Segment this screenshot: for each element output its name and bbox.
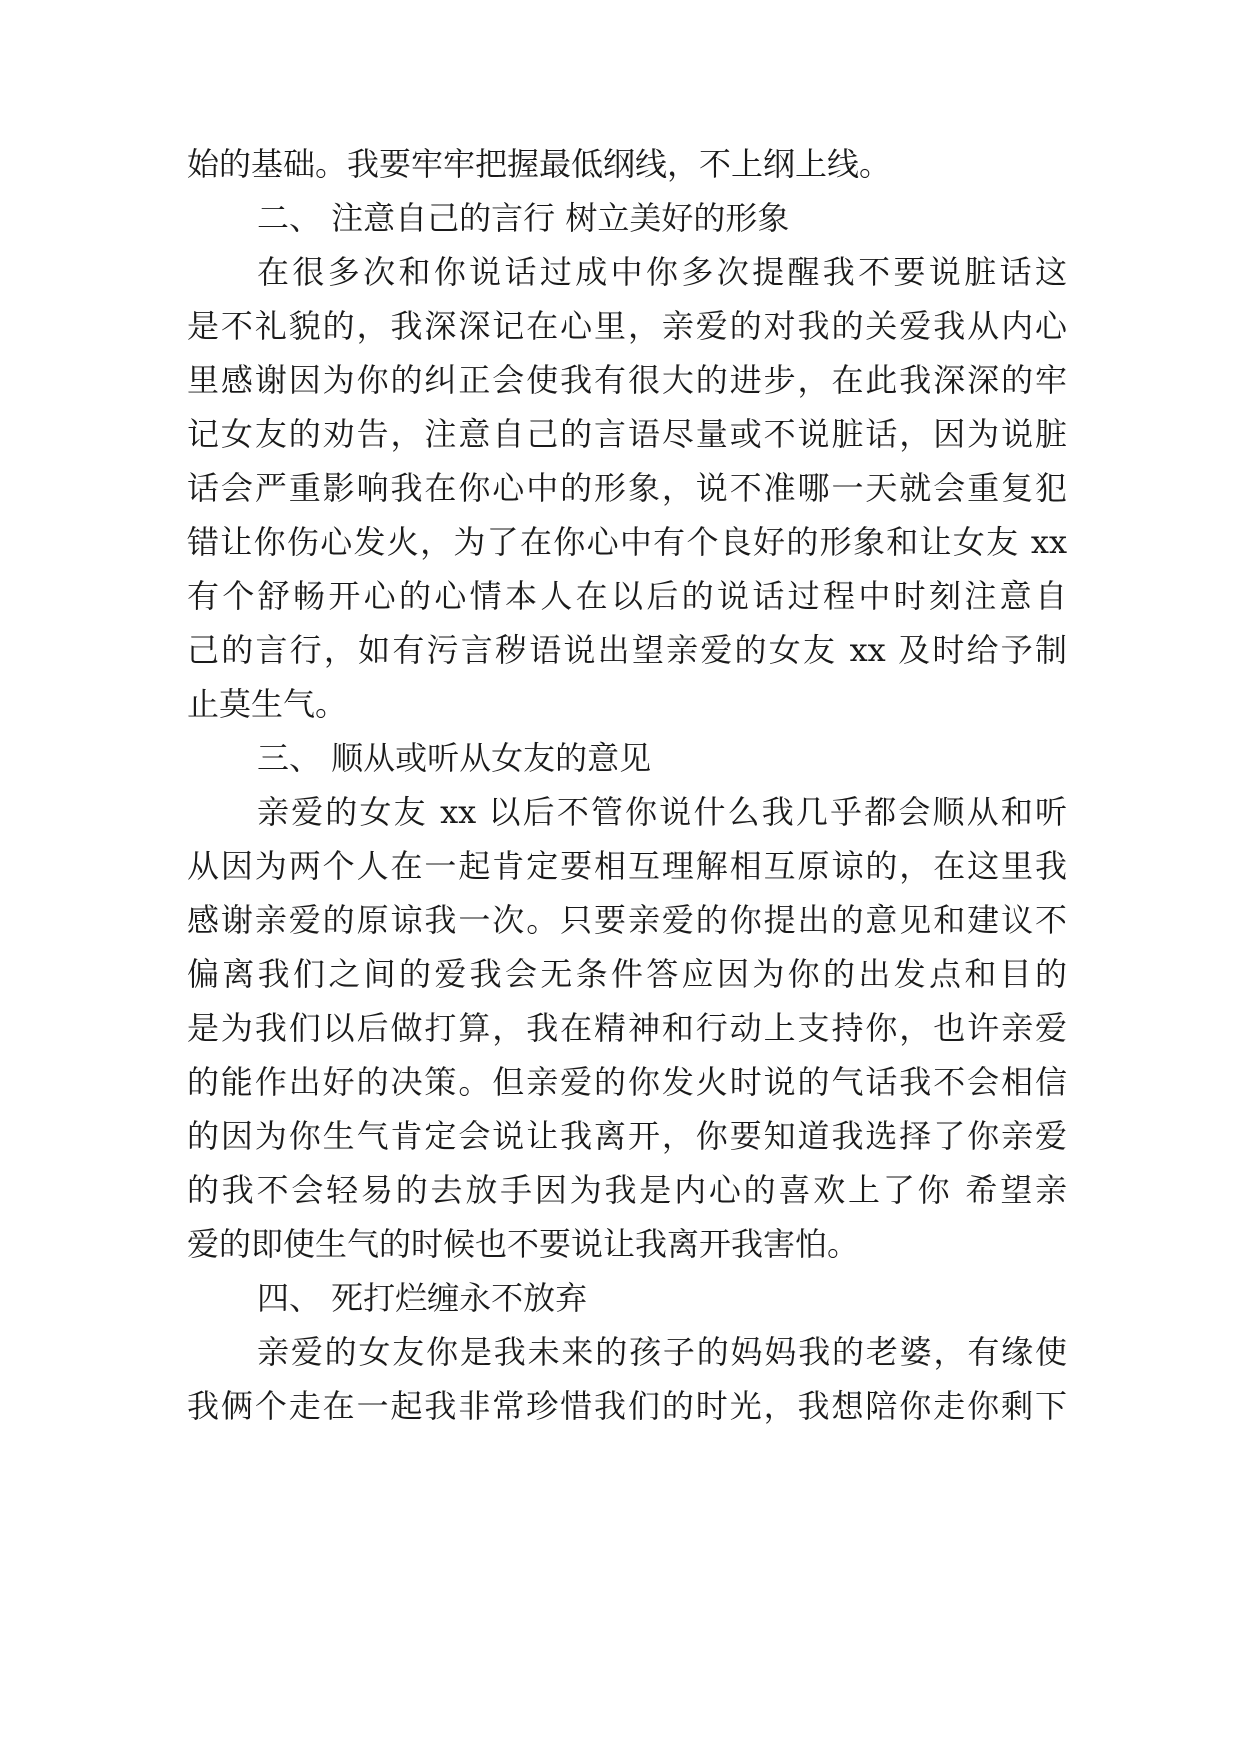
paragraph-line: 我俩个走在一起我非常珍惜我们的时光，我想陪你走你剩下 (187, 1387, 1067, 1425)
paragraph-line: 偏离我们之间的爱我会无条件答应因为你的出发点和目的 (187, 955, 1067, 993)
paragraph-line: 里感谢因为你的纠正会使我有很大的进步，在此我深深的牢 (187, 361, 1067, 399)
section-heading-4: 四、 死打烂缠永不放弃 (257, 1279, 588, 1317)
section-heading-3: 三、 顺从或听从女友的意见 (257, 739, 652, 777)
paragraph-line: 爱的即使生气的时候也不要说让我离开我害怕。 (187, 1225, 860, 1263)
paragraph-line: 的我不会轻易的去放手因为我是内心的喜欢上了你 希望亲 (187, 1171, 1067, 1209)
paragraph-line: 止莫生气。 (187, 685, 348, 723)
section-heading-2: 二、 注意自己的言行 树立美好的形象 (257, 199, 790, 237)
paragraph-line: 是为我们以后做打算，我在精神和行动上支持你，也许亲爱 (187, 1009, 1067, 1047)
paragraph-line: 感谢亲爱的原谅我一次。只要亲爱的你提出的意见和建议不 (187, 901, 1067, 939)
paragraph-line: 有个舒畅开心的心情本人在以后的说话过程中时刻注意自 (187, 577, 1067, 615)
paragraph-line: 从因为两个人在一起肯定要相互理解相互原谅的，在这里我 (187, 847, 1067, 885)
paragraph-line: 记女友的劝告，注意自己的言语尽量或不说脏话，因为说脏 (187, 415, 1067, 453)
paragraph-line: 在很多次和你说话过成中你多次提醒我不要说脏话这 (257, 253, 1067, 291)
paragraph-line: 亲爱的女友 xx 以后不管你说什么我几乎都会顺从和听 (257, 793, 1067, 831)
paragraph-line: 始的基础。我要牢牢把握最低纲线，不上纲上线。 (187, 145, 892, 183)
paragraph-line: 话会严重影响我在你心中的形象，说不准哪一天就会重复犯 (187, 469, 1067, 507)
paragraph-line: 是不礼貌的，我深深记在心里，亲爱的对我的关爱我从内心 (187, 307, 1067, 345)
paragraph-line: 己的言行，如有污言秽语说出望亲爱的女友 xx 及时给予制 (187, 631, 1067, 669)
paragraph-line: 的因为你生气肯定会说让我离开，你要知道我选择了你亲爱 (187, 1117, 1067, 1155)
paragraph-line: 的能作出好的决策。但亲爱的你发火时说的气话我不会相信 (187, 1063, 1067, 1101)
paragraph-line: 亲爱的女友你是我未来的孩子的妈妈我的老婆，有缘使 (257, 1333, 1067, 1371)
paragraph-line: 错让你伤心发火，为了在你心中有个良好的形象和让女友 xx (187, 523, 1067, 561)
